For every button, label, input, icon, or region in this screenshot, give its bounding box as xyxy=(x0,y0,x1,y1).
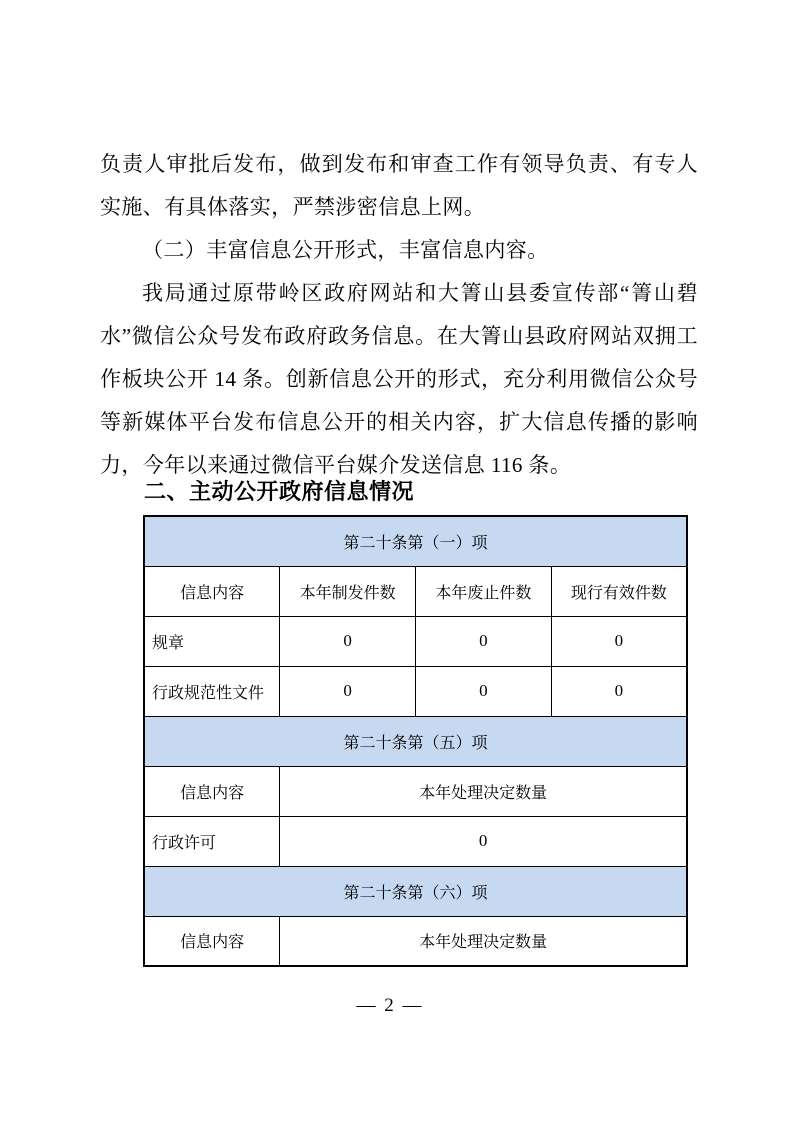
table-header-row xyxy=(144,916,687,966)
table-section-title: 第二十条第（五）项 xyxy=(144,716,687,766)
table-section-title: 第二十条第（六）项 xyxy=(144,866,687,916)
table-row-label: 行政规范性文件 xyxy=(144,666,280,716)
table-cell-value: 0 xyxy=(551,616,687,666)
page-number: — 2 — xyxy=(356,995,424,1016)
disclosure-table xyxy=(143,515,688,967)
table-cell-value: 0 xyxy=(416,666,552,716)
table-row xyxy=(144,816,687,866)
table-row-label: 规章 xyxy=(144,616,280,666)
table-section-band-row xyxy=(144,866,687,916)
table-column-header: 信息内容 xyxy=(144,566,280,616)
table-cell-value: 0 xyxy=(280,616,416,666)
table-section-band-row xyxy=(144,716,687,766)
paragraph-continuation: 负责人审批后发布，做到发布和审查工作有领导负责、有专人实施、有具体落实，严禁涉密信息上网。 xyxy=(100,152,698,219)
table-section-title: 第二十条第（一）项 xyxy=(144,516,687,566)
paragraph-subheading: （二）丰富信息公开形式，丰富信息内容。 xyxy=(142,238,549,262)
table-cell-value: 0 xyxy=(416,616,552,666)
table-column-header: 信息内容 xyxy=(144,766,280,816)
table-column-header: 本年处理决定数量 xyxy=(280,766,687,816)
section-heading: 二、主动公开政府信息情况 xyxy=(144,479,415,504)
table-row-label: 行政许可 xyxy=(144,816,280,866)
table-column-header: 信息内容 xyxy=(144,916,280,966)
table-header-row xyxy=(144,566,687,616)
table-column-header: 本年处理决定数量 xyxy=(280,916,687,966)
table-cell-value: 0 xyxy=(280,816,687,866)
table-cell-value: 0 xyxy=(551,666,687,716)
table-column-header: 本年制发件数 xyxy=(280,566,416,616)
table-section-band-row xyxy=(144,516,687,566)
table-column-header: 现行有效件数 xyxy=(551,566,687,616)
table-row xyxy=(144,666,687,716)
table-header-row xyxy=(144,766,687,816)
table-cell-value: 0 xyxy=(280,666,416,716)
paragraph-body: 我局通过原带岭区政府网站和大箐山县委宣传部“箐山碧水”微信公众号发布政府政务信息。在大箐山县政府网站双拥工作板块公开 14 条。创新信息公开的形式，充分利用微信公众号等新媒体平台发布信息公开的相关内容，扩大信息传播的影响力，今年以来通过微信平台媒介发送信息 116 条。 xyxy=(100,281,698,477)
table-column-header: 本年废止件数 xyxy=(416,566,552,616)
table-row xyxy=(144,616,687,666)
